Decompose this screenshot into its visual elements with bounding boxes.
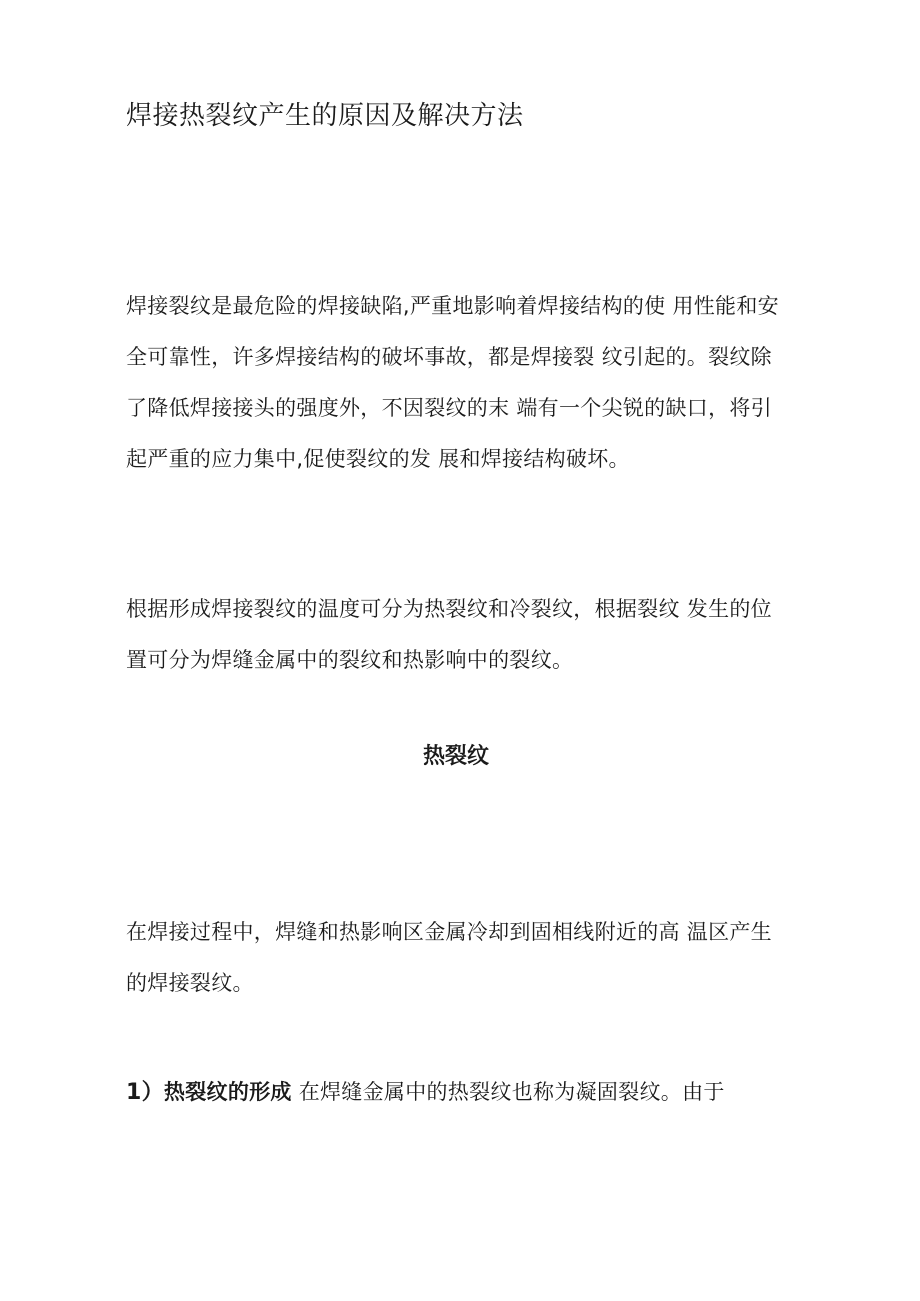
item-1-text: 在焊缝金属中的热裂纹也称为凝固裂纹。由于 <box>291 1080 725 1104</box>
item-1-paragraph <box>126 1067 786 1118</box>
definition-paragraph: 在焊接过程中，焊缝和热影响区金属冷却到固相线附近的高 温区产生的焊接裂纹。 <box>126 920 772 995</box>
classification-paragraph: 根据形成焊接裂纹的温度可分为热裂纹和冷裂纹，根据裂纹 发生的位置可分为焊缝金属中的裂纹和热影响中的裂纹。 <box>126 597 772 672</box>
section-heading-hot-crack: 热裂纹 <box>422 744 489 769</box>
intro-paragraph: 焊接裂纹是最危险的焊接缺陷,严重地影响着焊接结构的使 用性能和安全可靠性，许多焊接结构的破坏事故，都是焊接裂 纹引起的。裂纹除了降低焊接接头的强度外，不因裂纹的末 端有一个尖锐的缺口，将引起严重的应力集中,促使裂纹的发 展和焊接结构破坏。 <box>126 294 779 471</box>
item-1-lead: 热裂纹的形成 <box>163 1080 292 1104</box>
document-title: 焊接热裂纹产生的原因及解决方法 <box>126 101 524 131</box>
item-1-number: 1） <box>126 1080 164 1105</box>
